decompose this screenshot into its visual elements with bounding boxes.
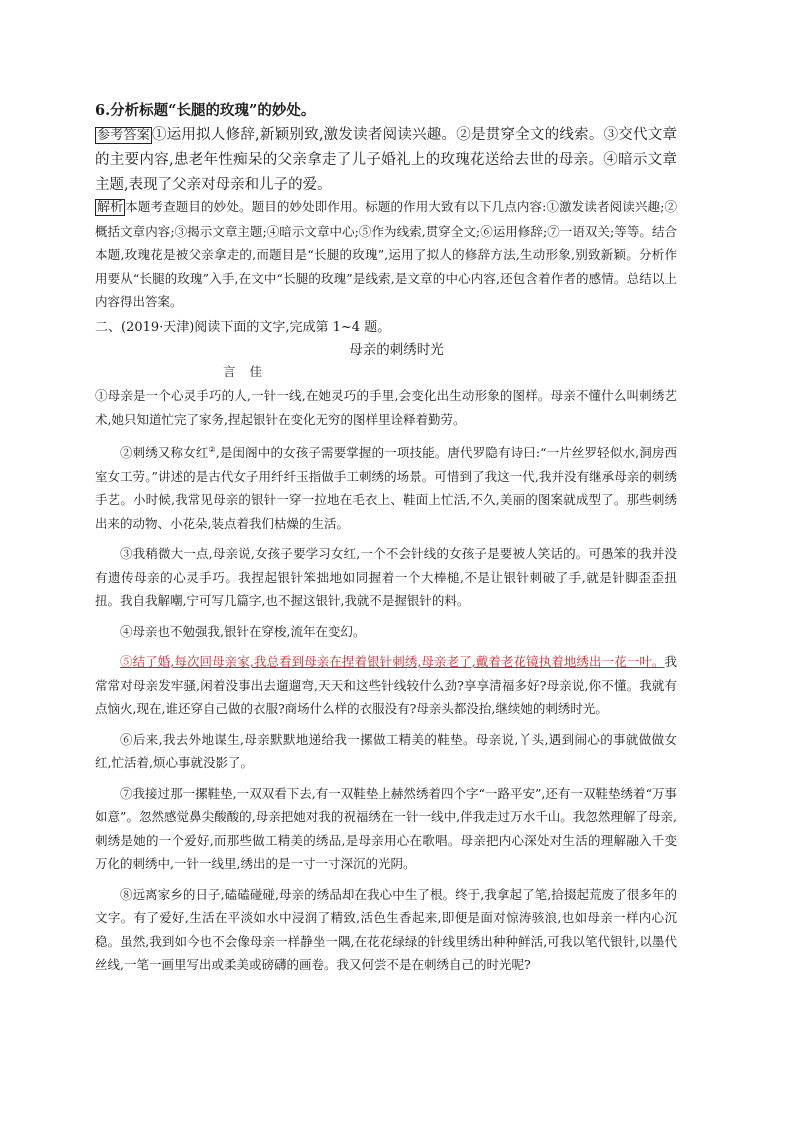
article-title: 母亲的刺绣时光 [349,342,444,358]
question-6: 6.分析标题“长腿的玫瑰”的妙处。 [95,102,316,119]
paragraph-2 [95,438,677,535]
analysis-text: 本题考查题目的妙处。题目的妙处即作用。标题的作用大致有以下几点内容:①激发读者阅读兴趣;②概括文章内容;③揭示文章主题;④暗示文章中心;⑤作为线索,贯穿全文;⑥运用修辞;⑦一语双关;等等。结合本题,玫瑰花是被父亲拿走的,而题目是“长腿的玫瑰”,运用了拟人的修辞方法,生动形象,别致新颖。分析作用要从“长腿的玫瑰”入手,在文中“长腿的玫瑰”是线索,是文章的中心内容,还包含着作者的感情。总结以上内容得出答案。 [95,199,677,309]
answer-text: ①运用拟人修辞,新颖别致,激发读者阅读兴趣。②是贯穿全文的线索。③交代文章的主要内容,患老年性痴呆的父亲拿走了儿子婚礼上的玫瑰花送给去世的母亲。④暗示文章主题,表现了父亲对母亲和儿子的爱。 [95,127,677,193]
section-heading: 二、(2019·天津)阅读下面的文字,完成第 1~4 题。 [95,320,391,335]
paragraph-7: ⑦我接过那一摞鞋垫,一双双看下去,有一双鞋垫上赫然绣着四个字“一路平安”,还有一双鞋垫绣着“万事如意”。忽然感觉鼻尖酸酸的,母亲把她对我的祝福绣在一针一线中,伴我走过万水千山。我忽然理解了母亲,刺绣是她的一个爱好,而那些做工精美的绣品,是母亲用心在歌唱。母亲把内心深处对生活的理解融入千变万化的刺绣中,一针一线里,绣出的是一寸一寸深沉的光阴。 [95,785,677,872]
paragraph-5 [95,650,677,721]
analysis-tag: 解析 [97,200,124,215]
paragraph-8: ⑧远离家乡的日子,磕磕碰碰,母亲的绣品却在我心中生了根。终于,我拿起了笔,拾掇起荒废了很多年的文字。有了爱好,生活在平淡如水中浸润了精致,活色生香起来,即便是面对惊涛骇浪,也如母亲一样内心沉稳。虽然,我到如今也不会像母亲一样静坐一隅,在花花绿绿的针线里绣出种种鲜活,可我以笔代银针,以墨代丝线,一笔一画里写出或柔美或磅礴的画卷。我又何尝不是在刺绣自己的时光呢? [95,886,677,973]
paragraph-3: ③我稍微大一点,母亲说,女孩子要学习女红,一个不会针线的女孩子是要被人笑话的。可愚笨的我并没有遗传母亲的心灵手巧。我捏起银针笨拙地如同握着一个大棒槌,不是让银针刺破了手,就是针脚歪歪扭扭。我自我解嘲,宁可写几篇字,也不握这银针,我就不是握银针的料。 [95,546,677,609]
paragraph-4: ④母亲也不勉强我,银针在穿梭,流年在变幻。 [120,623,366,639]
article-author: 言佳 [223,364,277,379]
paragraph-5-rest: 我常常对母亲发牢骚,闲着没事出去遛遛弯,天天和这些针线较什么劲?享享清福多好?母亲说,你不懂。我就有点恼火,现在,谁还穿自己做的衣服?商场什么样的衣服没有?母亲头都没抬,继续她的刺绣时光。 [95,654,677,717]
reference-answer [95,123,677,198]
footnote-mark: ② [208,445,216,454]
answer-tag: 参考答案 [97,128,150,143]
paragraph-6: ⑥后来,我去外地谋生,母亲默默地递给我一摞做工精美的鞋垫。母亲说,丫头,遇到闹心的事就做做女红,忙活着,烦心事就没影了。 [95,731,677,771]
article-body [95,384,677,984]
paragraph-2-rest: ,是闺阁中的女孩子需要掌握的一项技能。唐代罗隐有诗曰:“一片丝罗轻似水,洞房西室女工劳。”讲述的是古代女子用纤纤玉指做手工刺绣的场景。可惜到了我这一代,我并没有继承母亲的刺绣手艺。小时候,我常见母亲的银针一穿一拉地在毛衣上、鞋面上忙活,不久,美丽的图案就成型了。那些刺绣出来的动物、小花朵,装点着我们枯燥的生活。 [95,445,677,531]
paragraph-1: ①母亲是一个心灵手巧的人,一针一线,在她灵巧的手里,会变化出生动形象的图样。母亲不懂什么叫刺绣艺术,她只知道忙完了家务,捏起银针在变化无穷的图样里诠释着勤劳。 [95,388,677,427]
analysis [95,195,677,314]
paragraph-2-start: ②刺绣又称女红 [120,445,209,461]
highlighted-sentence: ⑤结了婚,每次回母亲家,我总看到母亲在捏着银针刺绣,母亲老了,戴着老花镜执着地绣出一花一叶。 [120,654,665,670]
